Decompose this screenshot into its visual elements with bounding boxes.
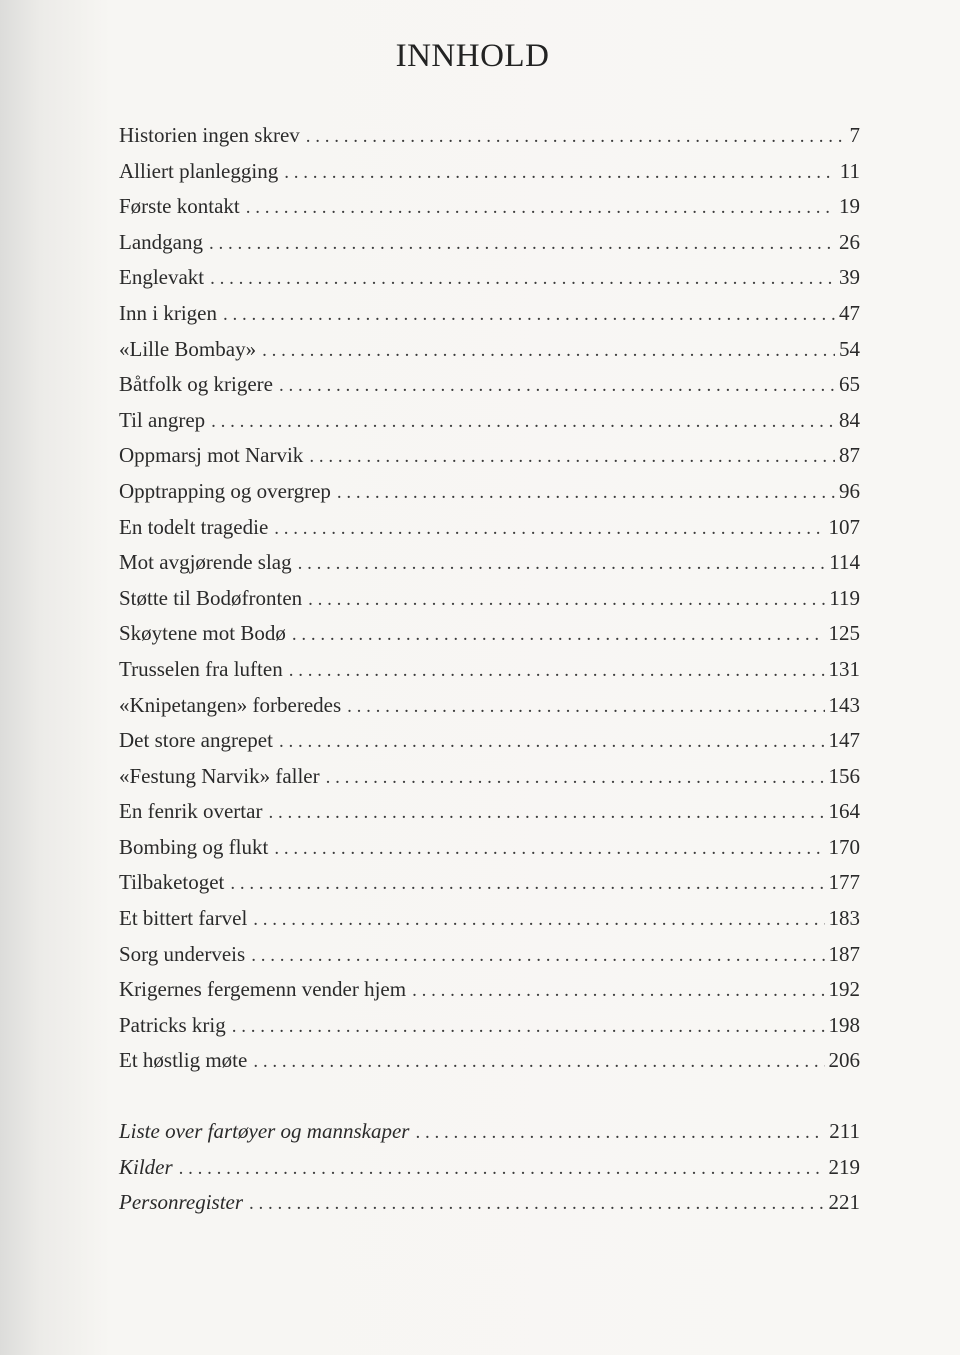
toc-entry-title: Første kontakt — [119, 194, 240, 219]
toc-entry-title: Et høstlig møte — [119, 1048, 248, 1073]
toc-entry-title: «Knipetangen» forberedes — [119, 692, 342, 717]
toc-entry — [119, 545, 860, 581]
toc-entry-page-number: 187 — [828, 941, 860, 966]
toc-entry-page-number: 19 — [839, 194, 860, 219]
dot-leader — [249, 1186, 824, 1222]
dot-leader — [230, 866, 824, 902]
toc-entry-page-number: 211 — [829, 1119, 860, 1144]
toc-entry — [119, 1043, 860, 1079]
toc-entry-page-number: 96 — [839, 478, 860, 503]
toc-entry-page-number: 219 — [828, 1154, 860, 1179]
toc-entry-title: Patricks krig — [119, 1012, 226, 1037]
toc-entry-title: «Festung Narvik» faller — [119, 763, 320, 788]
toc-entry-title: Båtfolk og krigere — [119, 372, 273, 397]
toc-entry — [119, 189, 860, 225]
toc-entry — [119, 1185, 860, 1221]
dot-leader — [412, 973, 824, 1009]
toc-entry-title: En fenrik overtar — [119, 799, 263, 824]
toc-entry — [119, 616, 860, 652]
toc-entry-page-number: 39 — [839, 265, 860, 290]
toc-entry-page-number: 47 — [839, 300, 860, 325]
dot-leader — [308, 582, 825, 618]
toc-entry-page-number: 65 — [839, 372, 860, 397]
toc-entry-title: Tilbaketoget — [119, 870, 225, 895]
chapter-list — [119, 118, 860, 1079]
dot-leader — [292, 617, 825, 653]
toc-entry-title: Inn i krigen — [119, 300, 217, 325]
toc-entry-title: Sorg underveis — [119, 941, 246, 966]
toc-entry-page-number: 131 — [828, 656, 860, 681]
toc-entry-page-number: 170 — [828, 834, 860, 859]
toc-entry-page-number: 164 — [828, 799, 860, 824]
page-title: INNHOLD — [395, 38, 550, 74]
toc-entry — [119, 901, 860, 937]
dot-leader — [246, 190, 835, 226]
toc-entry — [119, 581, 860, 617]
toc-entry-page-number: 156 — [828, 763, 860, 788]
toc-entry-page-number: 221 — [828, 1190, 860, 1215]
dot-leader — [274, 831, 824, 867]
toc-entry — [119, 367, 860, 403]
dot-leader — [309, 439, 835, 475]
dot-leader — [279, 368, 835, 404]
toc-entry-title: Bombing og flukt — [119, 834, 269, 859]
toc-entry-title: Til angrep — [119, 407, 206, 432]
toc-entry — [119, 652, 860, 688]
dot-leader — [262, 333, 835, 369]
toc-entry-page-number: 192 — [828, 977, 860, 1002]
dot-leader — [284, 155, 836, 191]
toc-entry — [119, 438, 860, 474]
dot-leader — [347, 689, 824, 725]
dot-leader — [306, 119, 846, 155]
toc-entry-page-number: 54 — [839, 336, 860, 361]
toc-entry-title: Mot avgjørende slag — [119, 550, 292, 575]
dot-leader — [298, 546, 826, 582]
toc-entry — [119, 723, 860, 759]
toc-entry — [119, 510, 860, 546]
toc-entry-page-number: 183 — [828, 906, 860, 931]
dot-leader — [179, 1151, 825, 1187]
dot-leader — [211, 404, 835, 440]
toc-entry-page-number: 114 — [829, 550, 860, 575]
toc-entry-page-number: 125 — [828, 621, 860, 646]
toc-entry-title: Det store angrepet — [119, 728, 273, 753]
toc-entry — [119, 260, 860, 296]
dot-leader — [289, 653, 825, 689]
toc-entry-page-number: 7 — [849, 123, 860, 147]
toc-entry-title: Oppmarsj mot Narvik — [119, 443, 304, 468]
toc-entry — [119, 118, 860, 154]
toc-entry-page-number: 147 — [828, 728, 860, 753]
toc-entry-title: Historien ingen skrev — [119, 123, 300, 147]
dot-leader — [209, 226, 835, 262]
toc-entry-title: Personregister — [119, 1190, 244, 1215]
toc-entry — [119, 759, 860, 795]
toc-entry-page-number: 107 — [828, 514, 860, 539]
toc-entry-title: «Lille Bombay» — [119, 336, 257, 361]
toc-entry-title: Englevakt — [119, 265, 205, 290]
toc-entry — [119, 1008, 860, 1044]
toc-entry — [119, 1114, 860, 1150]
toc-entry-page-number: 87 — [839, 443, 860, 468]
toc-entry — [119, 332, 860, 368]
toc-entry-title: Kilder — [119, 1154, 173, 1179]
toc-entry — [119, 474, 860, 510]
toc-entry-title: Opptrapping og overgrep — [119, 478, 331, 503]
toc-entry — [119, 154, 860, 190]
toc-entry — [119, 1150, 860, 1186]
toc-entry-page-number: 119 — [829, 585, 860, 610]
toc-entry — [119, 225, 860, 261]
toc-entry-title: En todelt tragedie — [119, 514, 269, 539]
toc-entry — [119, 688, 860, 724]
toc-entry-page-number: 198 — [828, 1012, 860, 1037]
section-gap — [119, 1079, 860, 1114]
dot-leader — [326, 760, 825, 796]
dot-leader — [232, 1009, 825, 1045]
toc-entry — [119, 972, 860, 1008]
toc-entry-title: Et bittert farvel — [119, 906, 248, 931]
dot-leader — [268, 795, 824, 831]
dot-leader — [251, 938, 824, 974]
toc-entry-page-number: 206 — [828, 1048, 860, 1073]
dot-leader — [279, 724, 825, 760]
dot-leader — [253, 902, 824, 938]
toc-entry-title: Liste over fartøyer og mannskaper — [119, 1119, 410, 1144]
toc-entry-page-number: 84 — [839, 407, 860, 432]
toc-entry-title: Krigernes fergemenn vender hjem — [119, 977, 407, 1002]
toc-entry — [119, 937, 860, 973]
dot-leader — [337, 475, 835, 511]
toc-entry — [119, 794, 860, 830]
dot-leader — [253, 1044, 824, 1080]
dot-leader — [223, 297, 835, 333]
toc-entry-page-number: 143 — [828, 692, 860, 717]
dot-leader — [415, 1115, 825, 1151]
table-of-contents — [119, 118, 860, 1221]
toc-entry-page-number: 26 — [839, 229, 860, 254]
toc-entry-title: Alliert planlegging — [119, 158, 279, 183]
toc-entry-title: Støtte til Bodøfronten — [119, 585, 303, 610]
dot-leader — [274, 511, 824, 547]
dot-leader — [210, 261, 835, 297]
toc-entry-page-number: 177 — [828, 870, 860, 895]
toc-entry — [119, 403, 860, 439]
appendix-list — [119, 1114, 860, 1221]
toc-entry-page-number: 11 — [839, 158, 860, 183]
toc-entry-title: Skøytene mot Bodø — [119, 621, 286, 646]
toc-entry — [119, 830, 860, 866]
toc-entry-title: Trusselen fra luften — [119, 656, 283, 681]
toc-entry-title: Landgang — [119, 229, 203, 254]
toc-entry — [119, 296, 860, 332]
toc-entry — [119, 865, 860, 901]
